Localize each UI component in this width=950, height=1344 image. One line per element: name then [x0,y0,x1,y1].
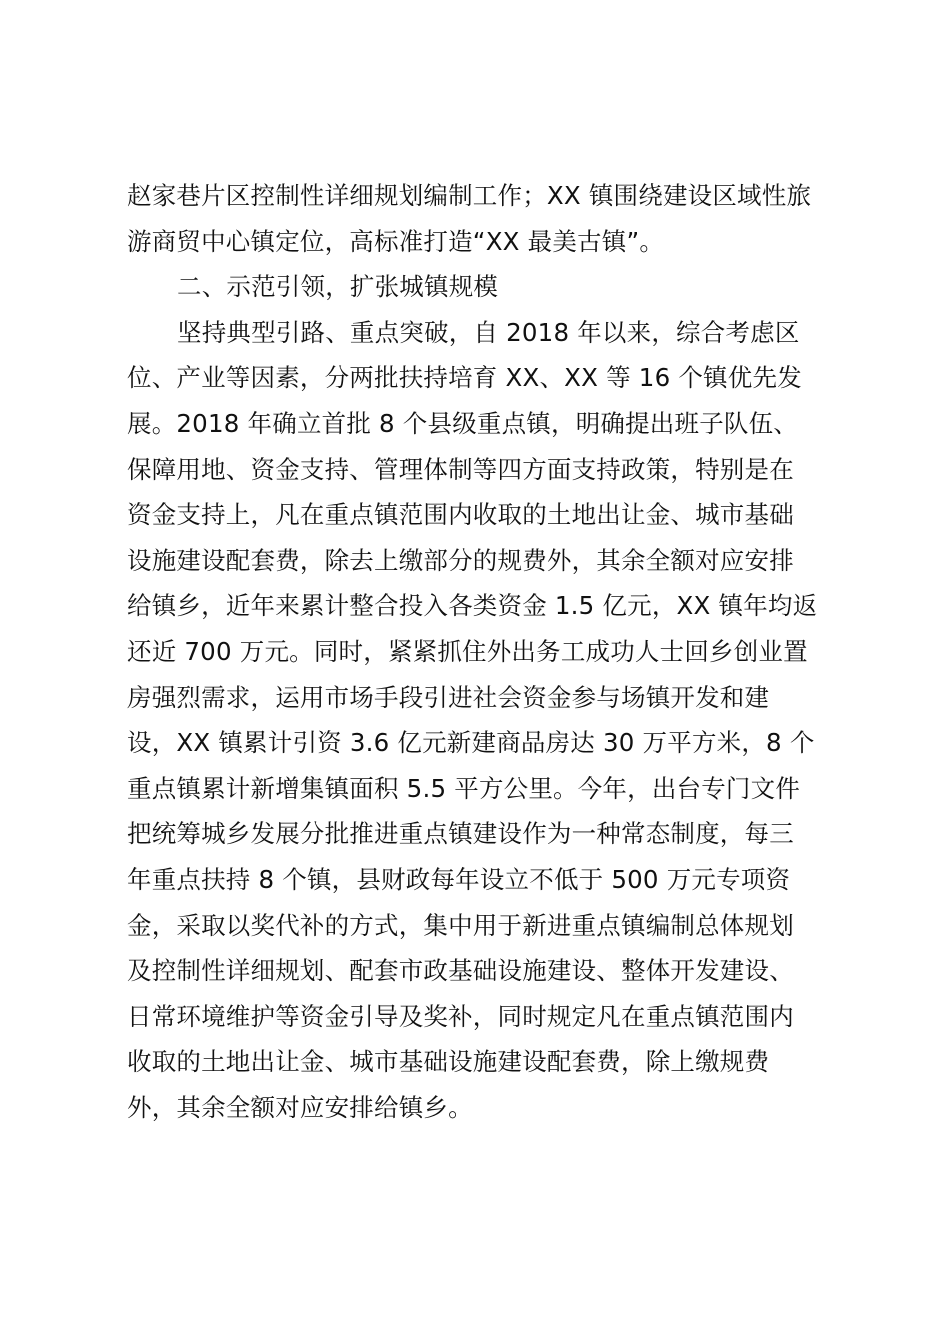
text-line: 还近 700 万元。同时，紧紧抓住外出务工成功人士回乡创业置 [127,636,808,666]
text-line: 房强烈需求，运用市场手段引进社会资金参与场镇开发和建 [127,682,770,712]
text-line: 日常环境维护等资金引导及奖补，同时规定凡在重点镇范围内 [127,1001,794,1031]
text-line: 金，采取以奖代补的方式，集中用于新进重点镇编制总体规划 [127,910,794,940]
text-line: 设施建设配套费，除去上缴部分的规费外，其余全额对应安排 [127,545,794,575]
text-line: 设，XX 镇累计引资 3.6 亿元新建商品房达 30 万平方米，8 个 [127,728,815,758]
text-line: 展。2018 年确立首批 8 个县级重点镇，明确提出班子队伍、 [127,408,798,438]
text-line: 保障用地、资金支持、管理体制等四方面支持政策，特别是在 [127,454,794,484]
text-line: 赵家巷片区控制性详细规划编制工作；XX 镇围绕建设区域性旅 [127,181,812,210]
text-line: 游商贸中心镇定位，高标准打造“XX 最美古镇”。 [127,226,665,256]
text-line: 及控制性详细规划、配套市政基础设施建设、整体开发建设、 [127,956,794,986]
document-body [127,173,837,1130]
paragraph-first-line: 坚持典型引路、重点突破，自 2018 年以来，综合考虑区 [177,317,800,347]
section-heading: 二、示范引领，扩张城镇规模 [177,272,499,302]
text-line: 重点镇累计新增集镇面积 5.5 平方公里。今年，出台专门文件 [127,773,801,803]
text-line: 位、产业等因素，分两批扶持培育 XX、XX 等 16 个镇优先发 [127,363,802,393]
text-line: 资金支持上，凡在重点镇范围内收取的土地出让金、城市基础 [127,500,794,530]
text-line: 收取的土地出让金、城市基础设施建设配套费，除上缴规费 [127,1047,770,1077]
text-line: 外，其余全额对应安排给镇乡。 [127,1092,473,1122]
text-line: 给镇乡，近年来累计整合投入各类资金 1.5 亿元，XX 镇年均返 [127,591,818,621]
text-line: 把统筹城乡发展分批推进重点镇建设作为一种常态制度，每三 [127,819,794,849]
text-line: 年重点扶持 8 个镇，县财政每年设立不低于 500 万元专项资 [127,864,791,894]
